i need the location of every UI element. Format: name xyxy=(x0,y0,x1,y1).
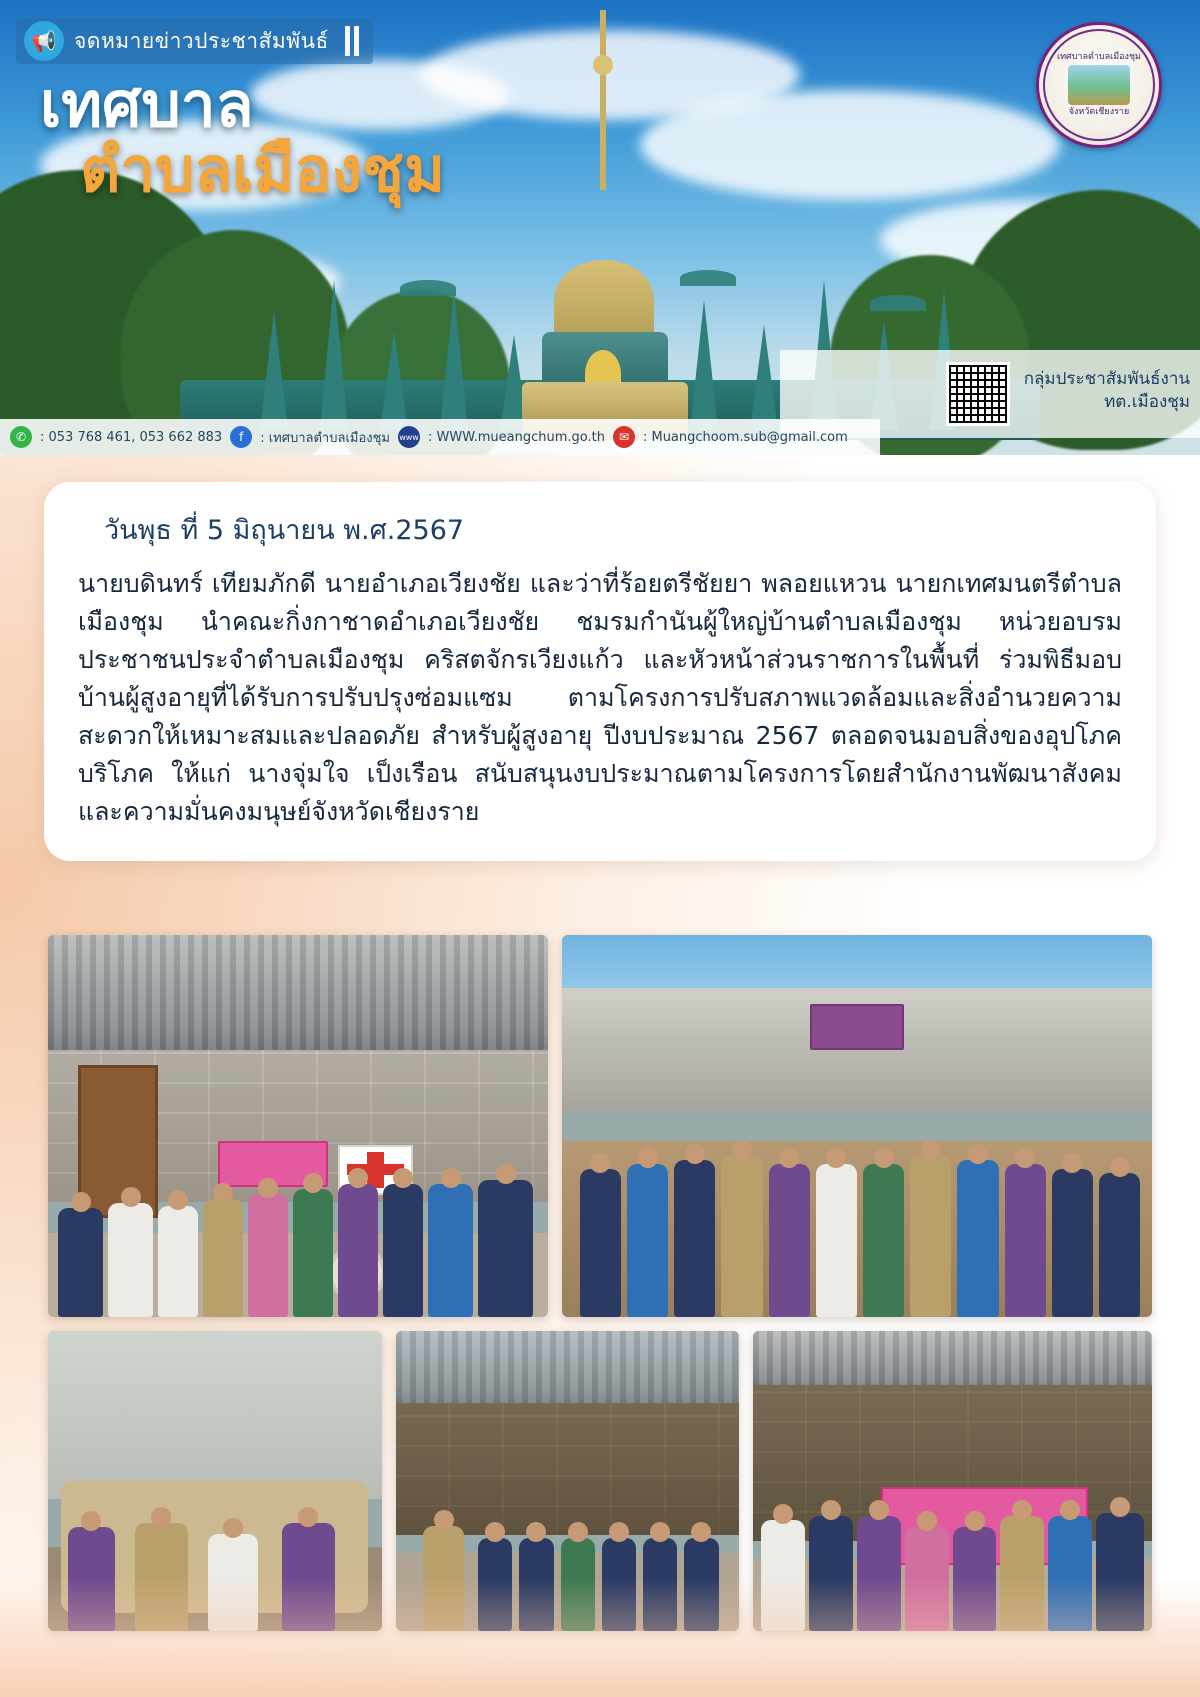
facebook-icon[interactable]: f xyxy=(230,426,252,448)
hero-banner xyxy=(0,0,1200,455)
newsletter-badge xyxy=(16,18,373,64)
megaphone-icon: 📢 xyxy=(24,21,64,61)
seal-emblem-icon xyxy=(1068,65,1130,105)
pr-group-line-1: กลุ่มประชาสัมพันธ์งาน xyxy=(1023,369,1190,389)
contact-email[interactable]: : Muangchoom.sub@gmail.com xyxy=(642,429,848,445)
pr-group-caption xyxy=(1020,368,1190,414)
globe-icon[interactable]: www xyxy=(398,426,420,448)
contact-bar xyxy=(0,419,880,455)
photo-ceremony-indoor-group xyxy=(48,935,548,1317)
title-line-1: เทศบาล xyxy=(40,68,254,141)
contact-website[interactable]: : WWW.mueangchum.go.th xyxy=(428,429,605,445)
seal-bottom-text: จังหวัดเชียงราย xyxy=(1068,107,1130,117)
newsletter-badge-label: จดหมายข่าวประชาสัมพันธ์ xyxy=(74,28,329,53)
article-body: นายบดินทร์ เทียมภักดี นายอำเภอเวียงชัย และว่าที่ร้อยตรีชัยยา พลอยแหวน นายกเทศมนตรีตำบลเมืองชุม นำคณะกิ่งกาชาดอำเภอเวียงชัย ชมรมกำนันผู้ใหญ่บ้านตำบลเมืองชุม หน่วยอบรมประชาชนประจำตำบลเมืองชุม คริสตจักรเวียงแก้ว และหัวหน้าส่วนราชการในพื้นที่ ร่วมพิธีมอบบ้านผู้สูงอายุที่ได้รับการปรับปรุงซ่อมแซม ตามโครงการปรับสภาพแวดล้อมและสิ่งอำนวยความสะดวกให้เหมาะสมและปลอดภัย สำหรับผู้สูงอายุ ปีงบประมาณ 2567 ตลอดจนมอบสิ่งของอุปโภคบริโภค ให้แก่ นางจุ่มใจ เป็งเรือน สนับสนุนงบประมาณตามโครงการโดยสำนักงานพัฒนาสังคมและความมั่นคงมนุษย์จังหวัดเชียงราย xyxy=(78,569,1122,826)
contact-phone: : 053 768 461, 053 662 883 xyxy=(40,429,223,445)
photo-gallery xyxy=(48,935,1152,1645)
photo-officials-outside-house xyxy=(562,935,1152,1317)
pr-group-line-2: ทต.เมืองชุม xyxy=(1104,391,1190,412)
photo-sofa-visit xyxy=(48,1331,382,1631)
page-title xyxy=(40,68,445,207)
municipality-seal xyxy=(1036,22,1162,148)
badge-bars-decoration xyxy=(345,26,359,56)
article-date: วันพุธ ที่ 5 มิถุนายน พ.ศ.2567 xyxy=(104,515,465,546)
contact-facebook[interactable]: : เทศบาลตำบลเมืองชุม xyxy=(260,430,391,446)
phone-icon: ✆ xyxy=(10,426,32,448)
qr-code-icon[interactable] xyxy=(946,362,1010,426)
title-line-2: ตำบลเมืองชุม xyxy=(80,133,445,207)
photo-seated-attendees xyxy=(396,1331,740,1631)
email-icon[interactable]: ✉ xyxy=(613,426,635,448)
photo-banner-handover xyxy=(753,1331,1152,1631)
seal-top-text: เทศบาลตำบลเมืองชุม xyxy=(1057,52,1141,63)
temple-chedi xyxy=(540,10,670,430)
article-card xyxy=(44,482,1156,861)
